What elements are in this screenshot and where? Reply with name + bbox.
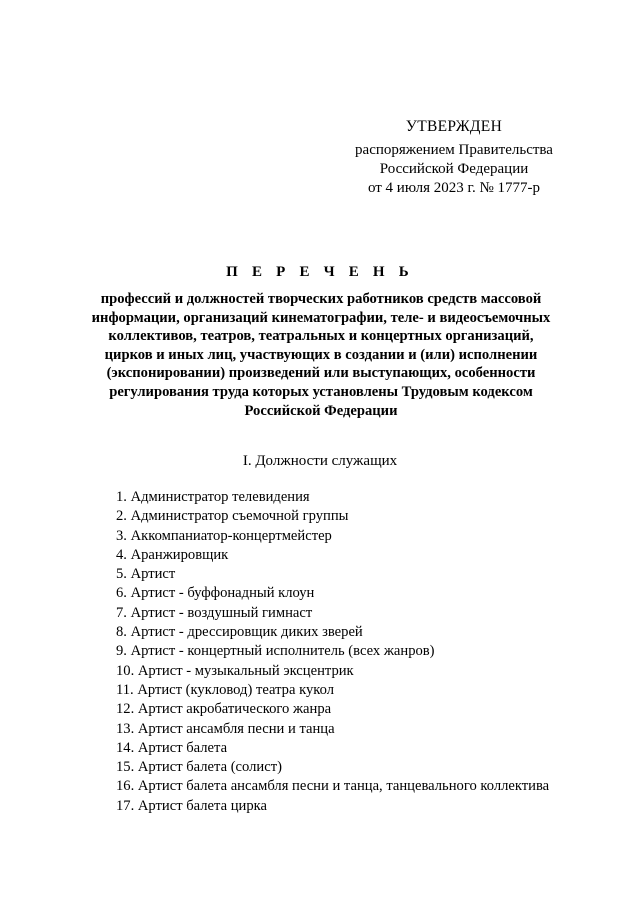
list-item: 8. Артист - дрессировщик диких зверей [116,624,363,641]
subtitle-line: информации, организаций кинематографии, теле- и видеосъемочных [91,309,551,326]
approval-line-1: распоряжением Правительства [355,142,553,158]
positions-list [116,488,549,816]
list-item: 1. Администратор телевидения [116,489,310,505]
approval-line-3: от 4 июля 2023 г. № 1777-р [367,180,541,196]
list-item: 12. Артист акробатического жанра [116,701,332,718]
list-item: 6. Артист - буффонадный клоун [116,585,315,602]
list-item: 2. Администратор съемочной группы [116,508,349,525]
list-item: 9. Артист - концертный исполнитель (всех жанров) [116,643,435,660]
list-item: 10. Артист - музыкальный эксцентрик [116,662,354,679]
subtitle-line: коллективов, театров, театральных и концертных организаций, [108,328,534,345]
document-subtitle [80,290,562,420]
list-item: 15. Артист балета (солист) [116,759,282,776]
list-item: 11. Артист (кукловод) театра кукол [116,681,335,698]
subtitle-line: (экспонировании) произведений или выступающих, особенности [106,365,536,382]
list-item: 7. Артист - воздушный гимнаст [116,604,313,621]
document-heading: П Е Р Е Ч Е Н Ь [226,264,414,280]
approval-block [340,117,568,198]
subtitle-line: регулирования труда которых установлены Трудовым кодексом [109,383,533,400]
list-item: 4. Аранжировщик [116,546,229,563]
section-title: I. Должности служащих [242,453,398,469]
list-item: 14. Артист балета [116,739,228,756]
list-item: 5. Артист [116,566,176,583]
approved-label: УТВЕРЖДЕН [405,118,503,135]
list-item: 16. Артист балета ансамбля песни и танца, танцевального коллектива [116,778,550,795]
subtitle-line: Российской Федерации [244,402,398,419]
subtitle-line: цирков и иных лиц, участвующих в создании и (или) исполнении [104,346,538,363]
list-item: 17. Артист балета цирка [116,797,267,814]
approval-line-2: Российской Федерации [379,161,529,177]
subtitle-line: профессий и должностей творческих работников средств массовой [100,291,542,307]
list-item: 13. Артист ансамбля песни и танца [116,720,335,737]
list-item: 3. Аккомпаниатор-концертмейстер [116,527,332,544]
